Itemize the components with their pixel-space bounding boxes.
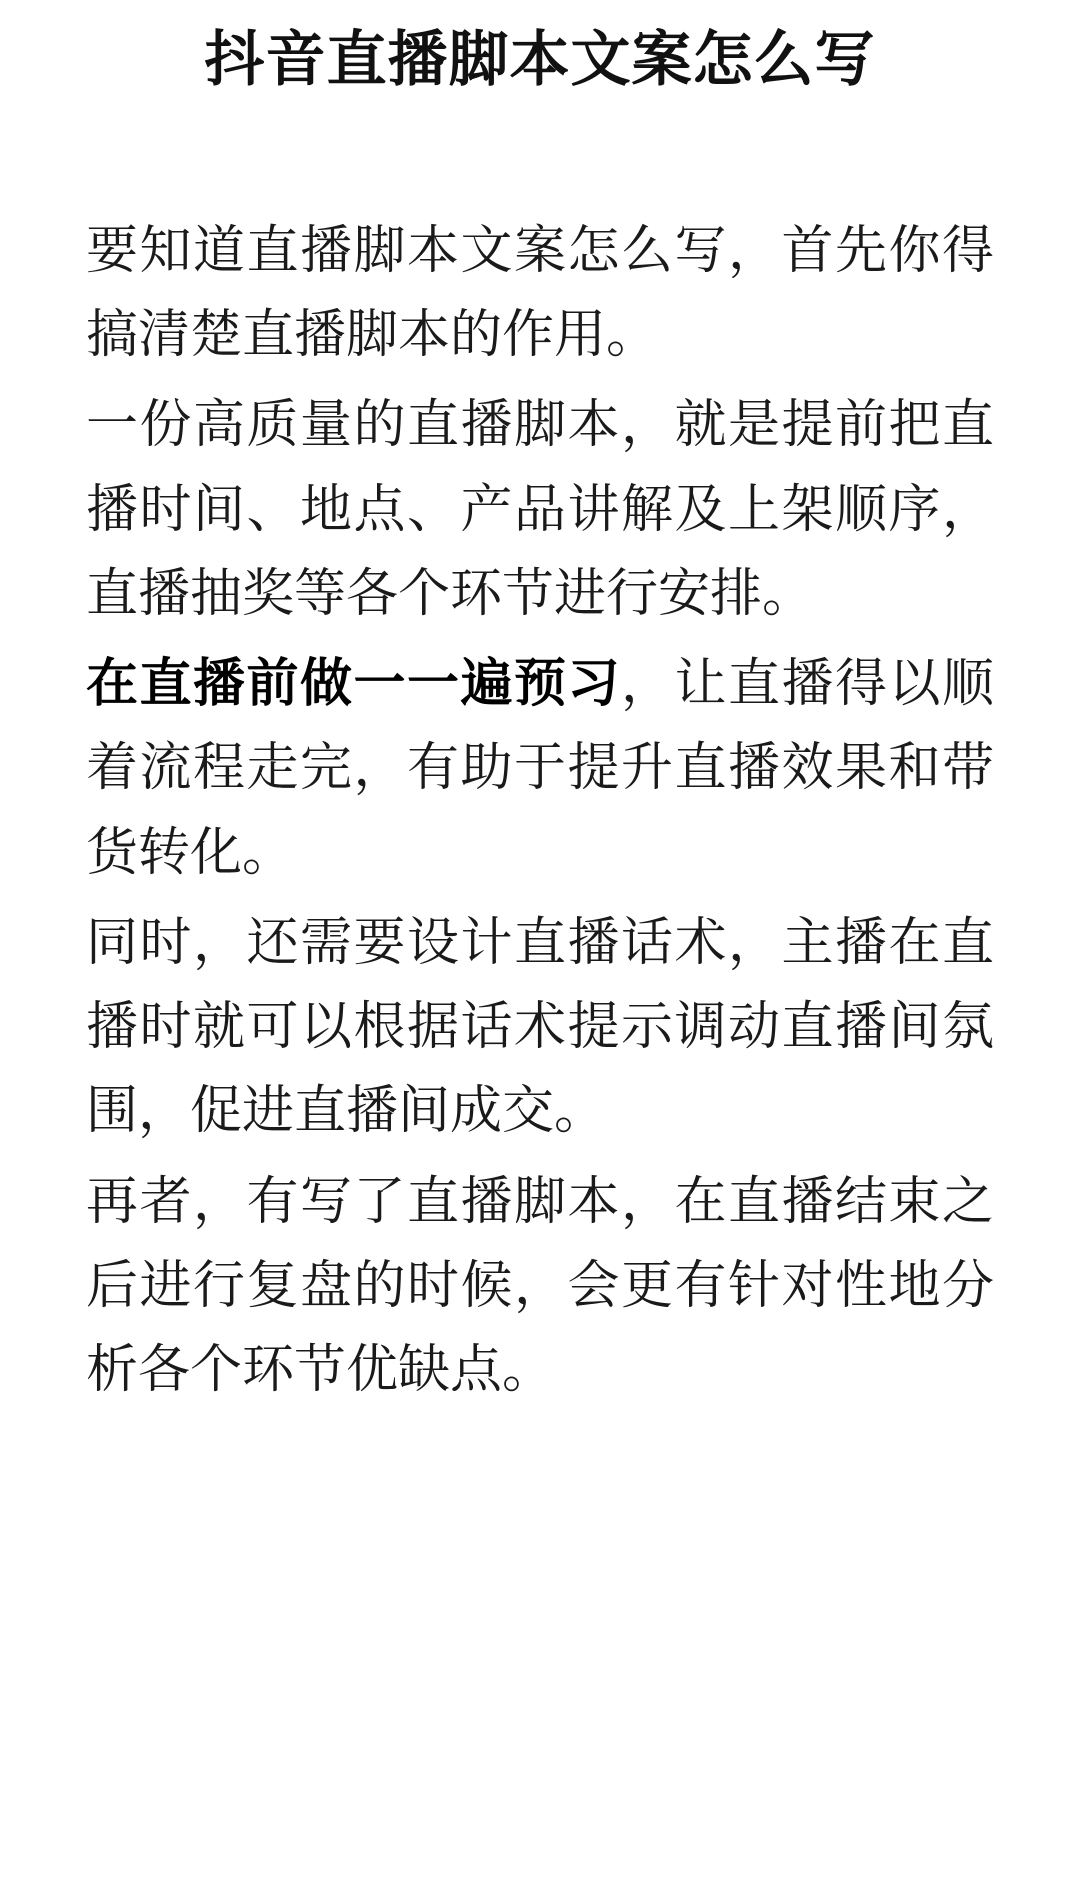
paragraph-text: 同时，还需要设计直播话术，主播在直播时就可以根据话术提示调动直播间氛围，促进直播间成交。 — [86, 913, 994, 1141]
paragraph — [86, 642, 994, 895]
paragraph — [86, 901, 994, 1154]
article-body — [0, 209, 1080, 1412]
paragraph — [86, 209, 994, 377]
paragraph-text: 再者，有写了直播脚本，在直播结束之后进行复盘的时候，会更有针对性地分析各个环节优缺点。 — [86, 1172, 994, 1400]
paragraph-text: 一份高质量的直播脚本，就是提前把直播时间、地点、产品讲解及上架顺序，直播抽奖等各个环节进行安排。 — [86, 396, 994, 623]
page-title: 抖音直播脚本文案怎么写 — [204, 26, 876, 93]
paragraph-text: ，让直播得以顺着流程走完，有助于提升直播效果和带货转化。 — [86, 655, 994, 882]
paragraph-text: 要知道直播脚本文案怎么写，首先你得搞清楚直播脚本的作用。 — [86, 222, 994, 365]
paragraph-lead-bold: 在直播前做一一遍预习 — [86, 655, 621, 714]
paragraph — [86, 1160, 994, 1413]
document-page — [0, 22, 1080, 1887]
paragraph — [86, 383, 994, 636]
